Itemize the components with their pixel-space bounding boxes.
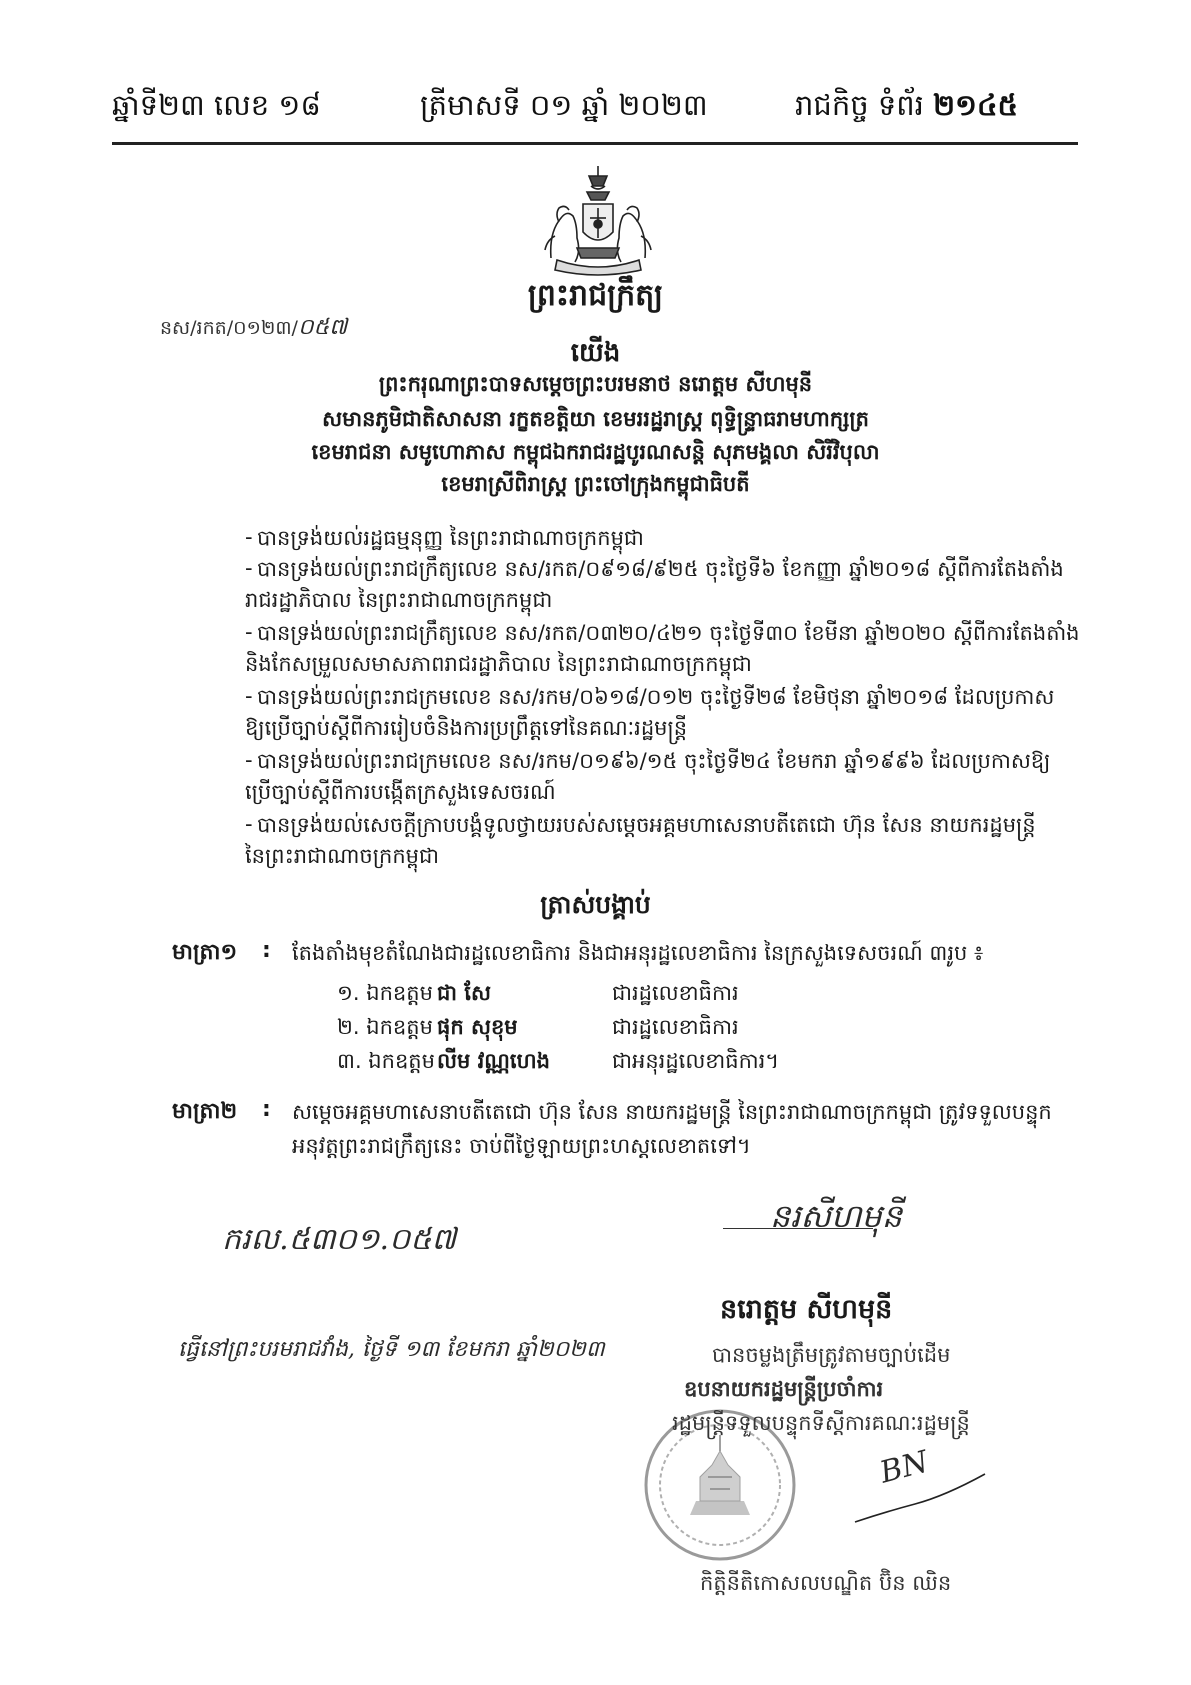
- gazette-quarter: ត្រីមាសទី ០១ ឆ្នាំ ២០២៣: [420, 88, 708, 122]
- decree-reference-printed: នស/រកត/០១២៣/: [160, 317, 298, 339]
- royal-title-line-1: ព្រះករុណាព្រះបាទសម្តេចព្រះបរមនាថ នរោត្តម សីហមុនី: [378, 372, 813, 396]
- we-heading: យើង: [570, 338, 621, 368]
- minister-title: រដ្ឋមន្ត្រីទទួលបន្ទុកទីស្តីការគណៈរដ្ឋមន្ត្រី: [672, 1411, 970, 1435]
- royal-decree-title: ព្រះរាជក្រឹត្យ: [527, 278, 664, 313]
- consideration-item: [245, 620, 1080, 651]
- gazette-volume-issue: ឆ្នាំទី២៣ លេខ ១៨: [112, 88, 321, 122]
- list-bullet: -: [245, 748, 253, 772]
- appointment-row: [337, 1014, 433, 1045]
- consideration-line: បានទ្រង់យល់រដ្ឋធម្មនុញ្ញ នៃព្រះរាជាណាចក្រកម្ពុជា: [257, 526, 644, 550]
- article-2-colon: :: [262, 1097, 271, 1122]
- list-bullet: -: [245, 812, 253, 836]
- royal-title-line-3: ខេមរាជនា សមូហោភាស កម្ពុជឯករាជរដ្ឋបូរណសន្តិ សុភមង្គលា សិរីវិបុលា: [311, 440, 880, 464]
- appointment-row: [337, 1048, 435, 1079]
- signer-name: នរោត្តម សីហមុនី: [720, 1294, 893, 1325]
- signature-underline: [723, 1228, 873, 1229]
- consideration-line: បានទ្រង់យល់សេចក្តីក្រាបបង្គំទូលថ្វាយរបស់សម្តេចអគ្គមហាសេនាបតីតេជោ ហ៊ុន សែន នាយករដ្ឋមន្ត្រី: [257, 813, 1036, 837]
- article-1-label: មាត្រា១: [172, 940, 238, 965]
- consideration-item: [245, 684, 1055, 715]
- consideration-line-continued: ឱ្យប្រើច្បាប់ស្តីពីការរៀបចំនិងការប្រព្រឹត្តទៅនៃគណៈរដ្ឋមន្ត្រី: [245, 716, 688, 740]
- list-bullet: -: [245, 525, 253, 549]
- registry-number-handwritten: ករល.៥៣០១.០៥៧: [222, 1222, 457, 1257]
- article-1-colon: :: [262, 938, 271, 963]
- gazette-page-label: រាជកិច្ច ទំព័រ: [795, 88, 934, 122]
- deputy-prime-minister-title: ឧបនាយករដ្ឋមន្ត្រីប្រចាំការ: [684, 1377, 884, 1401]
- consideration-item: [245, 556, 1064, 587]
- consideration-item: [245, 525, 644, 556]
- appointee-position: ជារដ្ឋលេខាធិការ: [612, 981, 739, 1005]
- consideration-line-continued: នៃព្រះរាជាណាចក្រកម្ពុជា: [245, 844, 440, 868]
- consideration-line-continued: ប្រើច្បាប់ស្តីពីការបង្កើតក្រសួងទេសចរណ៍: [245, 780, 556, 804]
- article-2-label: មាត្រា២: [172, 1099, 238, 1124]
- appointee-position: ជារដ្ឋលេខាធិការ: [612, 1015, 739, 1039]
- header-rule: [112, 142, 1078, 145]
- consideration-line: បានទ្រង់យល់ព្រះរាជក្រមលេខ នស/រកម/០៦១៨/០១២ ចុះថ្ងៃទី២៨ ខែមិថុនា ឆ្នាំ២០១៨ ដែលប្រកាស: [257, 685, 1055, 709]
- appointee-name: ជា សែ: [437, 981, 491, 1005]
- minister-name: កិត្តិនីតិកោសលបណ្ឌិត ប៊ិន ឈិន: [700, 1571, 952, 1595]
- article-1-text: តែងតាំងមុខតំណែងជារដ្ឋលេខាធិការ និងជាអនុរដ្ឋលេខាធិការ នៃក្រសួងទេសចរណ៍ ៣រូប ៖: [292, 941, 984, 965]
- article-2-text-line-2: អនុវត្តព្រះរាជក្រឹត្យនេះ ចាប់ពីថ្ងៃឡាយព្រះហស្តលេខាតទៅ។: [292, 1134, 751, 1158]
- minister-signature: BN: [876, 1444, 933, 1491]
- appointment-index: ១. ឯកឧត្តម: [337, 981, 433, 1005]
- appointment-row: [337, 980, 433, 1011]
- appointment-index: ២. ឯកឧត្តម: [337, 1015, 433, 1039]
- consideration-item: [245, 748, 1051, 779]
- royal-coat-of-arms-icon: [537, 162, 659, 280]
- decree-reference-handwritten: ០៥៧: [297, 315, 348, 340]
- appointee-name: លីម វណ្ណហេង: [437, 1049, 550, 1073]
- consideration-line-continued: និងកែសម្រួលសមាសភាពរាជរដ្ឋាភិបាល នៃព្រះរាជាណាចក្រកម្ពុជា: [245, 652, 752, 676]
- list-bullet: -: [245, 684, 253, 708]
- consideration-line: បានទ្រង់យល់ព្រះរាជក្រឹត្យលេខ នស/រកត/០៣២០/៤២១ ចុះថ្ងៃទី៣០ ខែមីនា ឆ្នាំ២០២០ ស្តីពីការតែងតាំង: [257, 621, 1080, 645]
- royal-signature: នរសីហមុនី: [770, 1197, 903, 1235]
- list-bullet: -: [245, 556, 253, 580]
- consideration-line: បានទ្រង់យល់ព្រះរាជក្រមលេខ នស/រកម/០១៩៦/១៥ ចុះថ្ងៃទី២៤ ខែមករា ឆ្នាំ១៩៩៦ ដែលប្រកាសឱ្យ: [257, 749, 1051, 773]
- decree-heading: ត្រាស់បង្គាប់: [540, 890, 651, 919]
- signature-stroke-icon: [845, 1462, 995, 1532]
- appointment-index: ៣. ឯកឧត្តម: [337, 1049, 435, 1073]
- consideration-item: [245, 812, 1036, 843]
- gazette-page-number: ២១៤៥: [933, 88, 1019, 122]
- article-2-text-line-1: សម្តេចអគ្គមហាសេនាបតីតេជោ ហ៊ុន សែន នាយករដ្ឋមន្ត្រី នៃព្រះរាជាណាចក្រកម្ពុជា ត្រូវទទួលបន្ទុក: [292, 1100, 1052, 1124]
- place-and-date: ធ្វើនៅព្រះបរមរាជវាំង, ថ្ងៃទី ១៣ ខែមករា ឆ្នាំ២០២៣: [178, 1337, 605, 1362]
- gazette-page: [795, 88, 1018, 130]
- consideration-line-continued: រាជរដ្ឋាភិបាល នៃព្រះរាជាណាចក្រកម្ពុជា: [245, 588, 553, 612]
- appointee-position: ជាអនុរដ្ឋលេខាធិការ។: [612, 1049, 780, 1073]
- royal-title-line-4: ខេមរាស្រីពិរាស្ត្រ ព្រះចៅក្រុងកម្ពុជាធិបតី: [441, 472, 750, 496]
- certified-copy-note: បានចម្លងត្រឹមត្រូវតាមច្បាប់ដើម: [712, 1343, 951, 1367]
- royal-title-line-2: សមានភូមិជាតិសាសនា រក្ខតខត្តិយា ខេមររដ្ឋរាស្ត្រ ពុទ្ធិន្ទ្រាធរាមហាក្សត្រ: [322, 407, 869, 431]
- consideration-line: បានទ្រង់យល់ព្រះរាជក្រឹត្យលេខ នស/រកត/០៩១៨/៩២៥ ចុះថ្ងៃទី៦ ខែកញ្ញា ឆ្នាំ២០១៨ ស្តីពីការតែងតាំង: [257, 557, 1064, 581]
- list-bullet: -: [245, 620, 253, 644]
- appointee-name: ផុក សុខុម: [437, 1015, 518, 1039]
